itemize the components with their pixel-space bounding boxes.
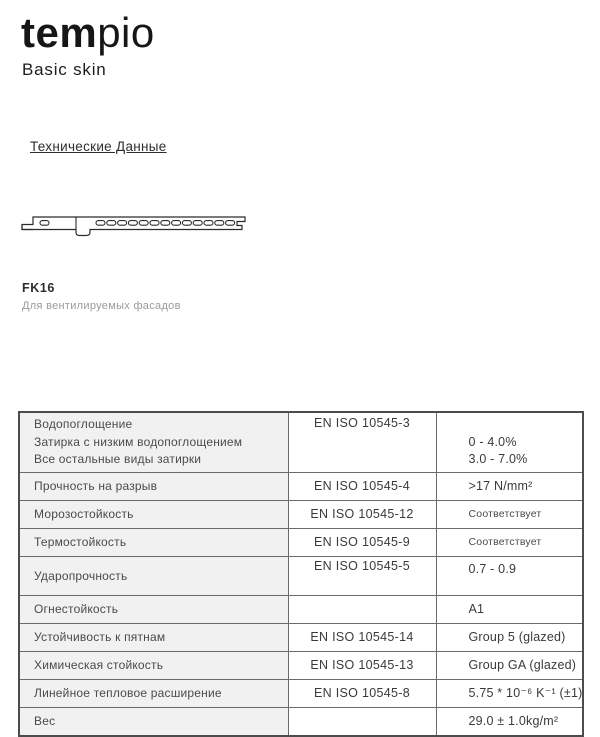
table-row [19, 472, 583, 500]
spec-value-text: Group GA (glazed) [468, 658, 577, 672]
spec-table-body [19, 412, 583, 736]
table-row [19, 556, 583, 595]
table-row [19, 595, 583, 623]
spec-name-cell [19, 500, 288, 528]
spec-value-text: 3.0 - 7.0% [468, 452, 528, 466]
panel-outline [22, 217, 245, 236]
spec-name-text: Затирка с низким водопоглощением [34, 434, 243, 449]
spec-name-text: Морозостойкость [34, 507, 134, 521]
spec-value-text [469, 416, 583, 434]
table-row [19, 528, 583, 556]
spec-name-text: Устойчивость к пятнам [34, 630, 166, 644]
spec-name-text: Термостойкость [34, 535, 127, 549]
spec-value-cell [436, 500, 583, 528]
spec-name-text: Химическая стойкость [34, 658, 164, 672]
spec-value-cell [436, 623, 583, 651]
spec-name-cell [19, 556, 288, 595]
table-row [19, 707, 583, 736]
spec-value-cell [436, 412, 583, 472]
spec-value-text: Group 5 (glazed) [468, 630, 566, 644]
spec-value-text: Соответствует [468, 508, 542, 520]
spec-name-cell [19, 651, 288, 679]
spec-value-text: >17 N/mm² [468, 479, 533, 493]
spec-value-text: A1 [468, 602, 485, 616]
table-row [19, 623, 583, 651]
spec-table [18, 411, 584, 737]
spec-standard-cell: EN ISO 10545-14 [288, 623, 436, 651]
product-code: FK16 [22, 281, 55, 295]
spec-value-cell [436, 679, 583, 707]
spec-value-text: Соответствует [468, 536, 542, 548]
spec-standard-cell [288, 707, 436, 736]
spec-name-text: Ударопрочность [34, 568, 128, 583]
spec-name-text: Водопоглощение [34, 417, 133, 431]
brand-logo [21, 10, 155, 56]
spec-name-cell [19, 412, 288, 472]
table-row [19, 412, 583, 472]
spec-standard-cell: EN ISO 10545-3 [288, 412, 436, 472]
brand-logo-light: pio [97, 9, 155, 56]
panel-profile-drawing [20, 213, 252, 245]
spec-name-cell [19, 679, 288, 707]
spec-value-text: 0 - 4.0% [468, 434, 517, 449]
spec-standard-cell: EN ISO 10545-8 [288, 679, 436, 707]
spec-name-cell [19, 528, 288, 556]
spec-name-text: Прочность на разрыв [34, 479, 158, 493]
spec-value-text: 29.0 ± 1.0kg/m² [468, 714, 559, 728]
product-description: Для вентилируемых фасадов [22, 300, 181, 312]
spec-standard-cell: EN ISO 10545-13 [288, 651, 436, 679]
spec-standard-cell: EN ISO 10545-5 [288, 556, 436, 595]
spec-name-cell [19, 595, 288, 623]
spec-value-text: 0.7 - 0.9 [468, 561, 517, 576]
table-row [19, 679, 583, 707]
spec-standard-cell [288, 595, 436, 623]
spec-standard-cell: EN ISO 10545-12 [288, 500, 436, 528]
spec-name-cell [19, 472, 288, 500]
table-row [19, 651, 583, 679]
spec-value-cell [436, 528, 583, 556]
table-row [19, 500, 583, 528]
brand-logo-bold: tem [21, 9, 98, 56]
spec-value-cell [436, 707, 583, 736]
spec-value-cell [436, 556, 583, 595]
spec-name-cell [19, 707, 288, 736]
spec-standard-cell: EN ISO 10545-4 [288, 472, 436, 500]
spec-value-cell [436, 595, 583, 623]
spec-value-cell [436, 651, 583, 679]
spec-name-text: Вес [34, 714, 56, 728]
spec-value-cell [436, 472, 583, 500]
brand-subtitle: Basic skin [22, 60, 107, 79]
spec-value-text: 5.75 * 10⁻⁶ K⁻¹ (±1) [468, 686, 583, 700]
technical-data-link[interactable]: Технические Данные [30, 139, 167, 154]
spec-name-text: Все остальные виды затирки [34, 452, 202, 466]
spec-name-cell [19, 623, 288, 651]
spec-name-text: Линейное тепловое расширение [34, 686, 222, 700]
spec-standard-cell: EN ISO 10545-9 [288, 528, 436, 556]
spec-name-text: Огнестойкость [34, 602, 119, 616]
